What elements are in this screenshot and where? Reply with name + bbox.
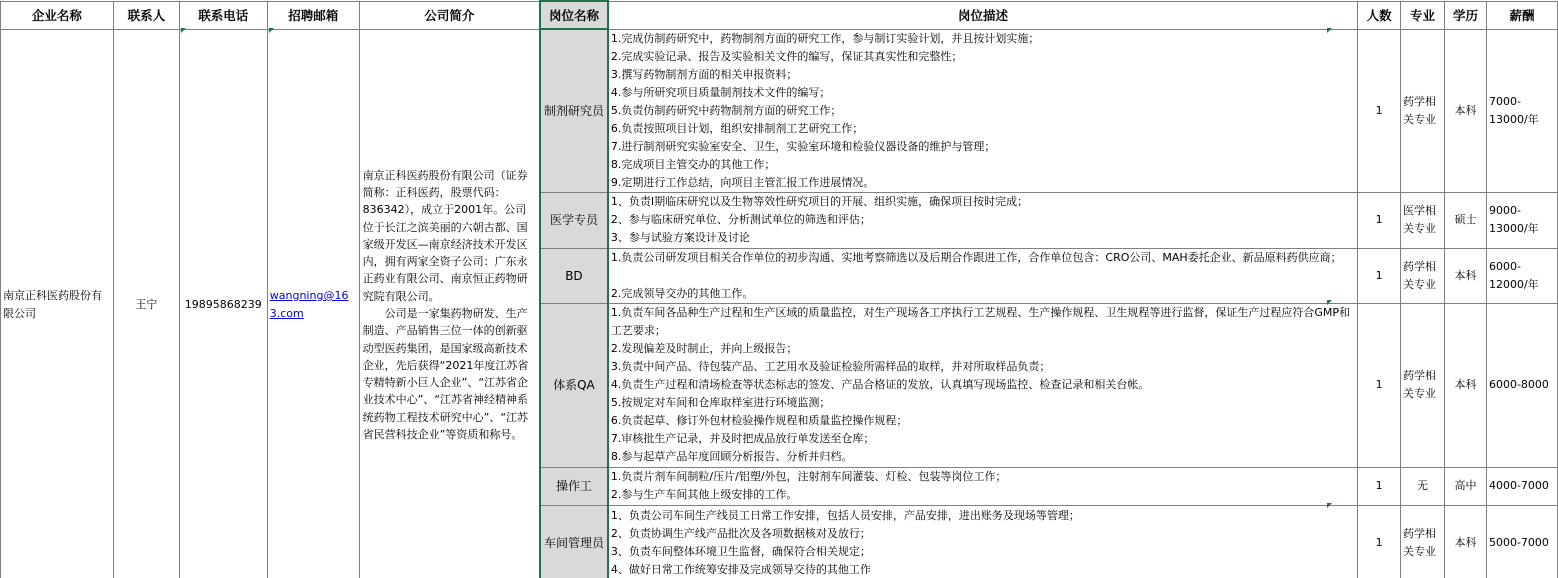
salary-cell[interactable]: 7000-13000/年 [1486,29,1557,192]
count-cell[interactable]: 1 [1358,303,1401,467]
job-title-cell[interactable]: 制剂研究员 [540,29,608,192]
desc-line: 7.进行制剂研究实验室安全、卫生，实验室环境和检验仪器设备的维护与管理； [610,139,996,153]
salary-cell[interactable]: 6000-8000 [1486,303,1557,467]
desc-line: 7.审核批生产记录，并及时把成品放行单发送至仓库； [610,432,875,445]
count-cell[interactable]: 1 [1358,192,1401,248]
header-phone[interactable]: 联系电话 [179,1,267,29]
major-cell[interactable]: 药学相关专业 [1401,303,1445,467]
header-salary[interactable]: 薪酬 [1486,1,1557,29]
desc-line: 6.负责按照项目计划，组织安排制剂工艺研究工作； [610,121,864,135]
job-desc-cell[interactable] [608,29,1358,192]
desc-line: 4.负责生产过程和清场检查等状态标志的签发、产品合格证的发放，认真填写现场监控、检查记录和相关台帐。 [610,378,1150,391]
desc-line: 1.负责片剂车间制粒/压片/铝塑/外包，注射剂车间灌装、灯检、包装等岗位工作； [610,470,1007,483]
cell-comment-marker-icon [1327,28,1332,33]
header-edu[interactable]: 学历 [1445,1,1487,29]
desc-line: 5.按规定对车间和仓库取样室进行环境监测； [610,396,831,409]
job-title-cell[interactable]: BD [540,248,608,303]
job-desc-cell[interactable] [608,505,1358,578]
desc-line: 9.定期进行工作总结，向项目主管汇报工作进展情况。 [610,175,875,189]
company-name-cell[interactable]: 南京正科医药股份有限公司 [1,29,114,578]
desc-line: 3.负责中间产品、待包装产品、工艺用水及验证检验所需样品的取样，并对所取样品负责； [610,360,1051,373]
count-cell[interactable]: 1 [1358,505,1401,578]
desc-line: 3、负责车间整体环境卫生监督，确保符合相关规定； [610,545,871,558]
count-cell[interactable]: 1 [1358,467,1401,505]
email-link[interactable]: wangning@163.com [269,289,349,320]
contact-cell[interactable]: 王宁 [113,29,179,578]
job-title-cell[interactable]: 医学专员 [540,192,608,248]
job-desc-cell[interactable] [608,192,1358,248]
major-cell[interactable]: 药学相关专业 [1401,505,1445,578]
desc-line: 1.完成仿制药研究中，药物制剂方面的研究工作，参与制订实验计划，并且按计划实施； [610,31,1040,45]
edu-cell[interactable]: 本科 [1445,303,1487,467]
job-title-cell[interactable]: 体系QA [540,303,608,467]
edu-cell[interactable]: 本科 [1445,29,1487,192]
desc-line: 1、负责I期临床研究以及生物等效性研究项目的开展、组织实施，确保项目按时完成； [610,195,1029,208]
cell-comment-marker-icon [1327,300,1332,305]
desc-line: 2.发现偏差及时制止，并向上级报告； [610,342,798,355]
intro-paragraph-2: 公司是一家集药物研发、生产制造、产品销售三位一体的创新驱动型医药集团，是国家级高新技术企业，先后获得“2021年度江苏省专精特新小巨人企业”、“江苏省企业技术中心”、“江苏省神经精神系统药物工程技术研究中心”、“江苏省民营科技企业”等资质和称号。 [362,307,529,442]
job-title-cell[interactable]: 操作工 [540,467,608,505]
job-desc-cell[interactable] [608,303,1358,467]
major-cell[interactable]: 医学相关专业 [1401,192,1445,248]
header-row [1,1,1558,29]
desc-line: 8.参与起草产品年度回顾分析报告、分析并归档。 [610,450,853,463]
job-desc-cell[interactable] [608,467,1358,505]
job-desc-cell[interactable] [608,248,1358,303]
header-job[interactable]: 岗位名称 [540,1,608,29]
header-contact[interactable]: 联系人 [113,1,179,29]
desc-line: 3.撰写药物制剂方面的相关申报资料； [610,67,798,81]
desc-line: 1.负责车间各品种生产过程和生产区域的质量监控，对生产现场各工序执行工艺规程、生产操作规程、卫生规程等进行监督，保证生产过程应符合GMP和工艺要求； [610,306,1351,337]
cell-comment-marker-icon [1327,503,1332,508]
count-cell[interactable]: 1 [1358,248,1401,303]
cell-comment-marker-icon [181,28,186,33]
desc-line: 5.负责仿制药研究中药物制剂方面的研究工作； [610,103,842,117]
salary-cell[interactable]: 9000-13000/年 [1486,192,1557,248]
desc-line: 2、参与临床研究单位、分析测试单位的筛选和评估； [610,213,871,226]
job-title-cell[interactable]: 车间管理员 [540,505,608,578]
desc-line: 4、做好日常工作统筹安排及完成领导交待的其他工作 [610,563,871,576]
desc-line: 3、参与试验方案设计及讨论 [610,231,750,244]
header-intro[interactable]: 公司简介 [359,1,540,29]
salary-cell[interactable]: 4000-7000 [1486,467,1557,505]
edu-cell[interactable]: 本科 [1445,505,1487,578]
salary-cell[interactable]: 6000-12000/年 [1486,248,1557,303]
desc-line: 2、负责协调生产线产品批次及各项数据核对及放行； [610,527,871,540]
salary-cell[interactable]: 5000-7000 [1486,505,1557,578]
edu-cell[interactable]: 高中 [1445,467,1487,505]
desc-line: 1、负责公司车间生产线员工日常工作安排，包括人员安排，产品安排，进出账务及现场等管理； [610,509,1080,522]
desc-line: 6.负责起草、修订外包材检验操作规程和质量监控操作规程； [610,414,908,427]
desc-line: 1.负责公司研发项目相关合作单位的初步沟通、实地考察筛选以及后期合作跟进工作，合作单位包含：CRO公司、MAH委托企业、新品原料药供应商； [610,250,1342,264]
intro-cell[interactable] [359,29,540,578]
desc-line: 2.参与生产车间其他上级安排的工作。 [610,488,798,501]
edu-cell[interactable]: 硕士 [1445,192,1487,248]
count-cell[interactable]: 1 [1358,29,1401,192]
header-company[interactable]: 企业名称 [1,1,114,29]
header-count[interactable]: 人数 [1358,1,1401,29]
major-cell[interactable]: 无 [1401,467,1445,505]
edu-cell[interactable]: 本科 [1445,248,1487,303]
cell-comment-marker-icon [269,28,274,33]
desc-line: 2.完成领导交办的其他工作。 [610,286,754,300]
email-cell[interactable] [267,29,359,578]
table-row [1,29,1558,192]
major-cell[interactable]: 药学相关专业 [1401,248,1445,303]
desc-line: 8.完成项目主管交办的其他工作； [610,157,776,171]
phone-cell[interactable]: 19895868239 [179,29,267,578]
header-email[interactable]: 招聘邮箱 [267,1,359,29]
desc-line: 4.参与所研究项目质量制剂技术文件的编写； [610,85,831,99]
major-cell[interactable]: 药学相关专业 [1401,29,1445,192]
intro-paragraph-1: 南京正科医药股份有限公司（证券简称：正科医药，股票代码：836342），成立于2001年。公司位于长江之滨美丽的六朝古都、国家级开发区—南京经济技术开发区内，拥有两家全资子公司：广东永正药业有限公司、南京恒正药物研究院有限公司。 [362,168,528,303]
desc-line: 2.完成实验记录、报告及实验相关文件的编写，保证其真实性和完整性； [610,49,963,63]
header-desc[interactable]: 岗位描述 [608,1,1358,29]
header-major[interactable]: 专业 [1401,1,1445,29]
